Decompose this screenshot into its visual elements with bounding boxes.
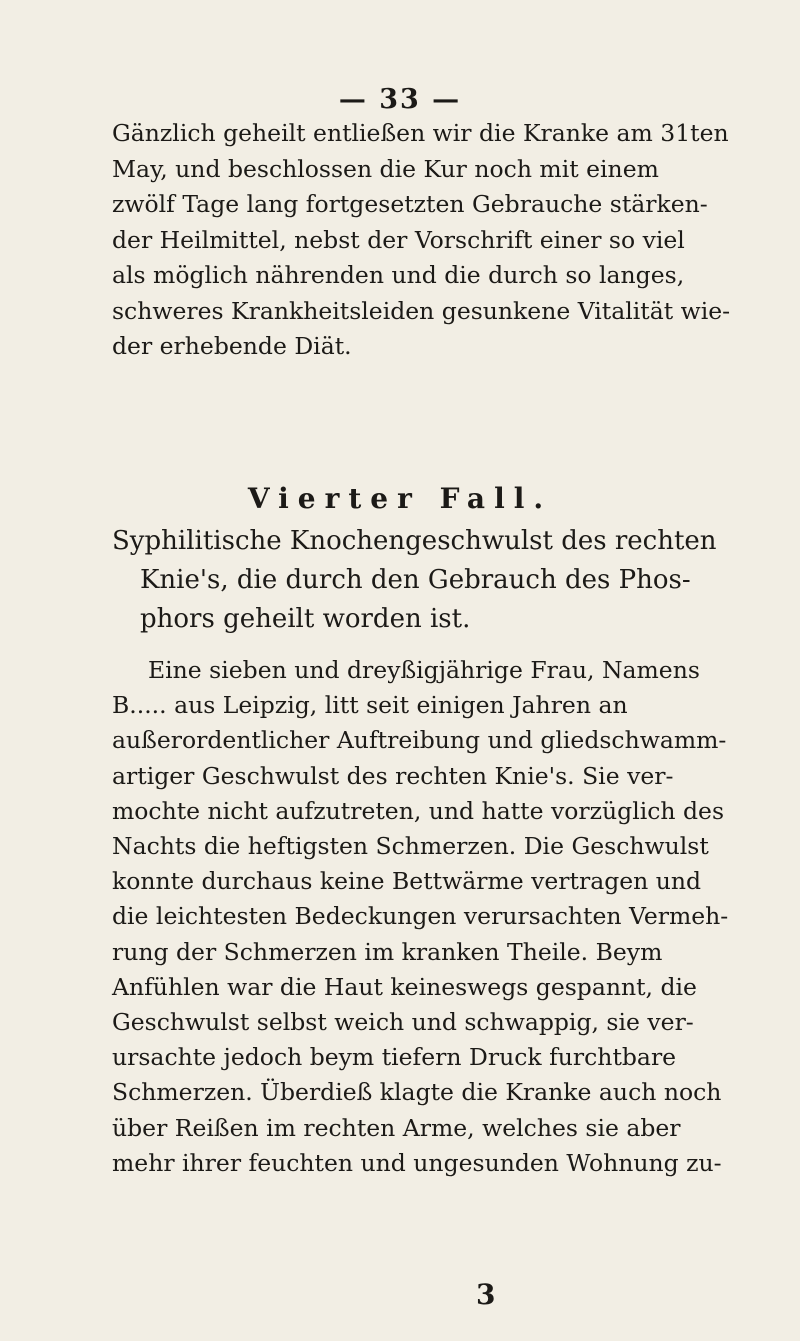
case-body [112,653,800,1181]
text-line: als möglich nährenden und die durch so langes, [112,261,685,289]
text-line: zwölf Tage lang fortgesetzten Gebrauche stärken- [112,190,708,218]
text-line: Eine sieben und dreyßigjährige Frau, Namens [148,656,700,684]
text-line: der Heilmittel, nebst der Vorschrift einer so viel [112,225,685,254]
case-title-line: Syphilitische Knochengeschwulst des rechten [112,526,717,556]
text-line: mochte nicht aufzutreten, und hatte vorzüglich des [112,796,724,825]
signature-mark: 3 [476,1278,496,1311]
text-line: Anfühlen war die Haut keineswegs gespannt, die [112,972,697,1001]
page-number: — 33 — [338,84,462,115]
case-title-line: phors geheilt worden ist. [140,604,471,634]
text-line: rung der Schmerzen im kranken Theile. Beym [112,937,663,966]
text-line: Geschwulst selbst weich und schwappig, sie ver- [112,1008,694,1037]
text-line: mehr ihrer feuchten und ungesunden Wohnung zu- [112,1148,722,1177]
text-line: schweres Krankheitsleiden gesunkene Vitalität wie- [112,296,731,325]
case-title-line: Knie's, die durch den Gebrauch des Phos- [140,565,691,595]
case-title [112,522,800,639]
text-line: über Reißen im rechten Arme, welches sie aber [112,1113,681,1142]
text-line: Schmerzen. Überdieß klagte die Kranke auch noch [112,1078,722,1107]
text-line: außerordentlicher Auftreibung und gliedschwamm- [112,726,727,755]
text-line: der erhebende Diät. [112,332,352,360]
text-line: B..... aus Leipzig, litt seit einigen Jahren an [112,691,628,720]
text-line: May, und beschlossen die Kur noch mit einem [112,154,659,183]
text-line: Gänzlich geheilt entließen wir die Kranke am 31ten [112,119,729,147]
text-line: die leichtesten Bedeckungen verursachten Vermeh- [112,902,729,931]
text-line: artiger Geschwulst des rechten Knie's. Sie ver- [112,761,674,790]
intro-paragraph [112,116,800,365]
text-line: konnte durchaus keine Bettwärme vertragen und [112,867,702,896]
text-line: Nachts die heftigsten Schmerzen. Die Geschwulst [112,832,709,861]
section-heading: Vierter Fall. [247,482,553,515]
text-line: ursachte jedoch beym tiefern Druck furchtbare [112,1043,677,1072]
